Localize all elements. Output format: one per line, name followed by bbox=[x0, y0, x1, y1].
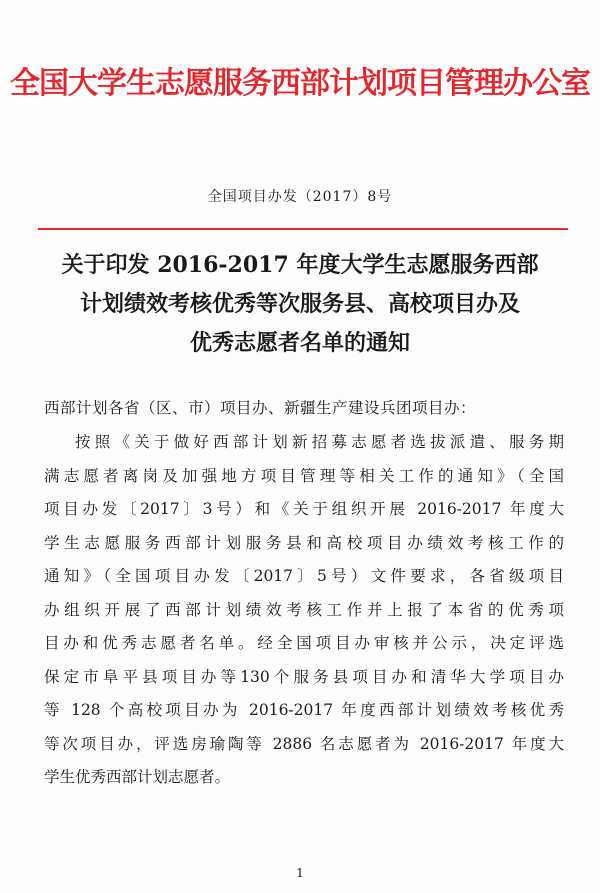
body-line: 通知》（全国项目办发〔2017〕5号）文件要求，各省级项目 bbox=[44, 567, 564, 585]
page-number: 1 bbox=[296, 866, 304, 880]
body-line: 满志愿者离岗及加强地方项目管理等相关工作的通知》（全国 bbox=[44, 466, 564, 485]
notice-title bbox=[40, 246, 560, 363]
document-number: 全国项目办发（2017）8号 bbox=[207, 189, 393, 205]
body-line: 办组织开展了西部计划绩效考核工作并上报了本省的优秀项 bbox=[44, 600, 564, 619]
red-divider-rule bbox=[38, 228, 568, 230]
body-line: 保定市阜平县项目办等130个服务县项目办和清华大学项目办 bbox=[44, 667, 564, 686]
body-line: 目办和优秀志愿者名单。经全国项目办审核并公示，决定评选 bbox=[44, 634, 564, 652]
body-line: 学生志愿服务西部计划服务县和高校项目办绩效考核工作的 bbox=[44, 533, 564, 552]
body-line: 等 128 个高校项目办为 2016-2017 年度西部计划绩效考核优秀 bbox=[44, 701, 564, 719]
body-line: 等次项目办，评选房瑜陶等 2886 名志愿者为 2016-2017 年度大 bbox=[44, 734, 564, 753]
addressee-line: 西部计划各省（区、市）项目办、新疆生产建设兵团项目办： bbox=[44, 399, 477, 417]
issuing-office-header: 全国大学生志愿服务西部计划项目管理办公室 bbox=[10, 66, 590, 101]
notice-title-line: 计划绩效考核优秀等次服务县、高校项目办及 bbox=[79, 291, 520, 317]
body-line: 项目办发〔2017〕3号）和《关于组织开展 2016-2017 年度大 bbox=[44, 500, 564, 518]
body-line: 按照《关于做好西部计划新招募志愿者选拔派遣、服务期 bbox=[75, 433, 564, 451]
notice-title-line: 优秀志愿者名单的通知 bbox=[189, 330, 410, 356]
body-paragraph bbox=[44, 426, 564, 795]
body-line: 学生优秀西部计划志愿者。 bbox=[44, 768, 231, 786]
notice-title-line: 关于印发 2016-2017 年度大学生志愿服务西部 bbox=[61, 252, 539, 278]
